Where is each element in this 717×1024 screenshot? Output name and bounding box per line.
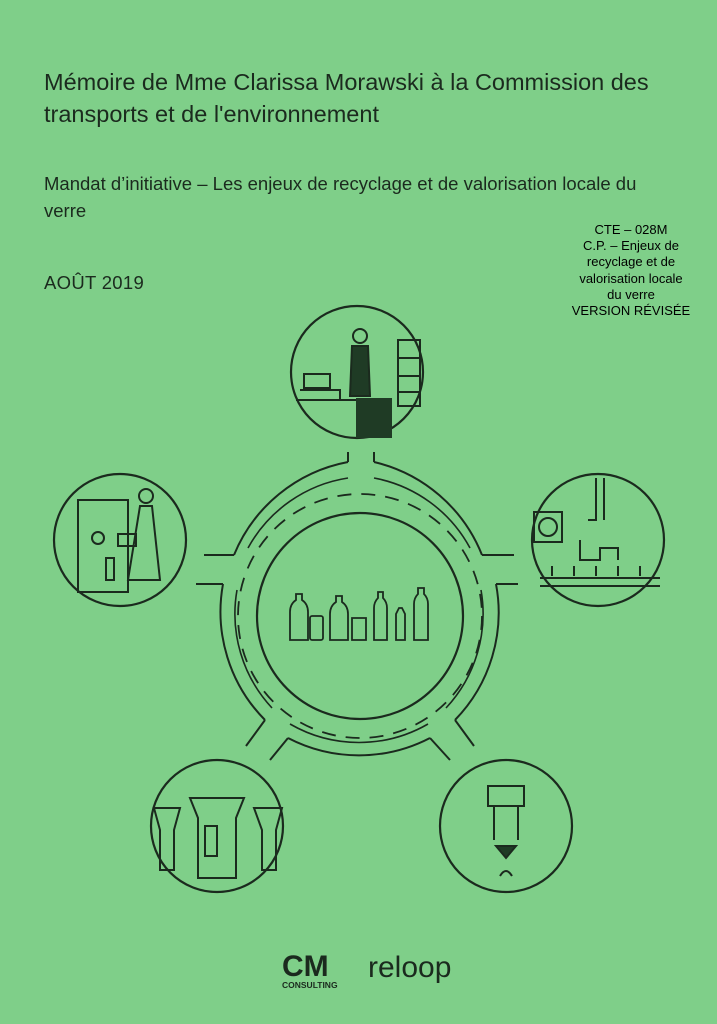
reference-version: VERSION RÉVISÉE	[571, 303, 691, 319]
recycling-loop-illustration	[0, 300, 717, 900]
document-title: Mémoire de Mme Clarissa Morawski à la Commission des transports et de l'environnement	[44, 69, 649, 127]
partner-logos	[0, 930, 717, 1000]
crushing-vignette	[440, 760, 572, 892]
reference-line-4: du verre	[607, 286, 655, 302]
vending-vignette	[54, 474, 186, 606]
cm-consulting-logo	[282, 950, 338, 990]
factory-vignette	[532, 474, 664, 606]
reloop-logo: reloop	[368, 951, 452, 984]
shop-vignette	[291, 306, 423, 438]
cm-sub: CONSULTING	[282, 980, 338, 990]
sorting-vignette	[151, 760, 283, 892]
reference-code: CTE – 028M	[594, 222, 668, 237]
glass-bottles	[290, 588, 428, 640]
reference-line-2: recyclage et de	[586, 254, 676, 270]
reference-line-3: valorisation locale	[579, 270, 683, 286]
document-date: AOÛT 2019	[44, 272, 145, 293]
reference-line-1: C.P. – Enjeux de	[583, 238, 679, 254]
cm-mark: CM	[282, 950, 329, 983]
road-ring	[196, 452, 518, 760]
document-subtitle: Mandat d’initiative – Les enjeux de recyclage et de valorisation locale du verre	[44, 173, 637, 221]
